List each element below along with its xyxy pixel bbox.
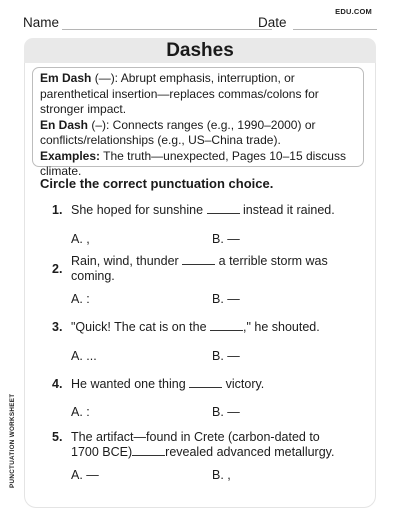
option-b[interactable]: B. — [212,405,240,419]
answer-blank[interactable] [210,321,243,331]
definition-box [32,67,364,178]
option-a[interactable]: A. : [71,405,90,419]
option-a[interactable]: A. — [71,468,99,482]
answer-blank[interactable] [182,255,215,265]
en-dash-definition: (–): Connects ranges (e.g., 1990–2000) or conflicts/relationships (e.g., US–China trade). [40,117,316,147]
brand-logo: EDU.COM [335,7,372,16]
instruction: Circle the correct punctuation choice. [40,176,274,191]
examples-term: Examples: [40,148,101,163]
question-text: "Quick! The cat is on the ," he shouted. [71,320,320,334]
em-dash-term: Em Dash [40,71,92,85]
name-label: Name [23,15,60,30]
name-line [62,29,272,30]
em-dash-definition: (—): Abrupt emphasis, interruption, or parenthetical insertion—replaces commas/colons for stronger impact. [40,71,319,116]
option-a[interactable]: A. , [71,232,90,246]
question-text: She hoped for sunshine instead it rained. [71,203,335,217]
question-text: He wanted one thing victory. [71,377,265,391]
answer-blank[interactable] [132,446,165,456]
examples-text: The truth—unexpected, Pages 10–15 discuss climate. [40,148,346,178]
page-title: Dashes [166,40,234,61]
option-b[interactable]: B. — [212,349,240,363]
question-text: The artifact—found in Crete (carbon-dated to 1700 BCE) revealed advanced metallurgy. [71,430,335,459]
option-b[interactable]: B. , [212,468,231,482]
option-a[interactable]: A. ... [71,349,97,363]
date-label: Date [258,15,287,30]
question-number: 5. [52,430,63,444]
side-label: PUNCTUATION WORKSHEET [9,393,16,488]
answer-blank[interactable] [189,378,222,388]
answer-blank[interactable] [207,204,240,214]
date-line [293,29,377,30]
question-number: 4. [52,377,63,391]
question-number: 2. [52,262,63,276]
option-a[interactable]: A. : [71,292,90,306]
en-dash-term: En Dash [40,117,89,132]
title-bar [24,38,376,63]
name-date-row [23,15,377,33]
option-b[interactable]: B. — [212,232,240,246]
question-text: Rain, wind, thunder a terrible storm was coming. [71,254,328,283]
question-number: 1. [52,203,63,217]
question-number: 3. [52,320,63,334]
option-b[interactable]: B. — [212,292,240,306]
